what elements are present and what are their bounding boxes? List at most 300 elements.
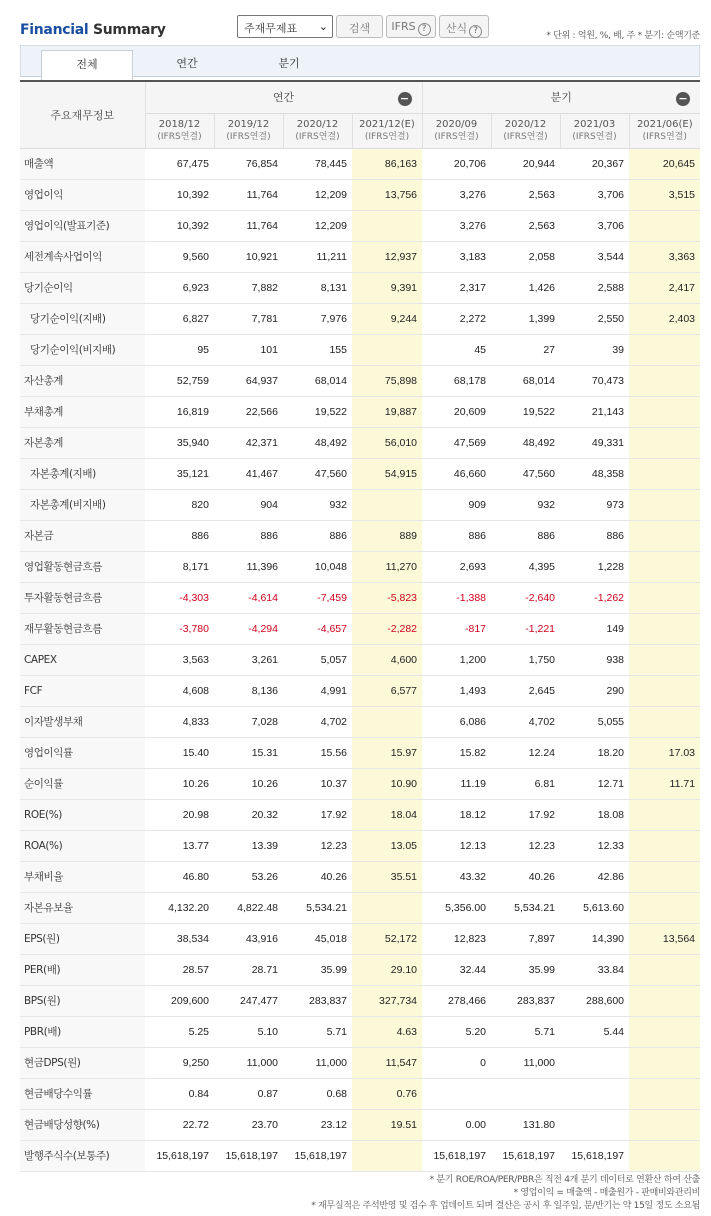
value-cell: 0.68 [283, 1078, 352, 1109]
row-label: 매출액 [20, 148, 145, 179]
value-cell: 20,944 [491, 148, 560, 179]
chevron-down-icon: ⌄ [318, 20, 328, 33]
value-cell: 43.32 [422, 861, 491, 892]
value-cell: 75,898 [352, 365, 422, 396]
row-label: FCF [20, 675, 145, 706]
value-cell: 5,534.21 [283, 892, 352, 923]
row-label: 현금배당성향(%) [20, 1109, 145, 1140]
value-cell: 0 [422, 1047, 491, 1078]
value-cell: 5,356.00 [422, 892, 491, 923]
value-cell [352, 210, 422, 241]
value-cell: 5,613.60 [560, 892, 629, 923]
value-cell: 20,706 [422, 148, 491, 179]
value-cell: 68,014 [491, 365, 560, 396]
value-cell [629, 1016, 700, 1047]
value-cell [629, 799, 700, 830]
value-cell: 15.97 [352, 737, 422, 768]
table-row [20, 582, 700, 613]
row-label: BPS(원) [20, 985, 145, 1016]
value-cell: 19.51 [352, 1109, 422, 1140]
value-cell: 8,136 [214, 675, 283, 706]
value-cell: 1,493 [422, 675, 491, 706]
row-label: 부채비율 [20, 861, 145, 892]
value-cell [629, 1109, 700, 1140]
value-cell: 5.25 [145, 1016, 214, 1047]
value-cell [629, 706, 700, 737]
value-cell: 42.86 [560, 861, 629, 892]
period-label: 2020/12 [296, 118, 339, 130]
footnote: * 재무실적은 주석반영 및 검수 후 업데이트 되며 결산은 공시 후 일주일, 분/반기는 약 15일 정도 소요됨 [311, 1201, 700, 1211]
value-cell [629, 1047, 700, 1078]
value-cell: 11,000 [283, 1047, 352, 1078]
table-row [20, 551, 700, 582]
value-cell: 4,991 [283, 675, 352, 706]
value-cell: 15,618,197 [145, 1140, 214, 1171]
period-basis: (IFRS연결) [434, 131, 479, 142]
value-cell: 12.23 [283, 830, 352, 861]
value-cell: -4,657 [283, 613, 352, 644]
row-label: 자본유보율 [20, 892, 145, 923]
value-cell: 3,706 [560, 210, 629, 241]
value-cell: 12.33 [560, 830, 629, 861]
value-cell: 20,367 [560, 148, 629, 179]
value-cell: 7,897 [491, 923, 560, 954]
row-label: 세전계속사업이익 [20, 241, 145, 272]
value-cell: 15,618,197 [214, 1140, 283, 1171]
value-cell: 52,172 [352, 923, 422, 954]
table-row [20, 954, 700, 985]
value-cell: 11.19 [422, 768, 491, 799]
value-cell: 5.71 [283, 1016, 352, 1047]
row-label: 영업이익(발표기준) [20, 210, 145, 241]
row-label: EPS(원) [20, 923, 145, 954]
table-row [20, 1109, 700, 1140]
value-cell: 35,121 [145, 458, 214, 489]
table-row [20, 489, 700, 520]
value-cell: 4.63 [352, 1016, 422, 1047]
value-cell: 4,702 [283, 706, 352, 737]
value-cell: 12,209 [283, 179, 352, 210]
value-cell: 5.44 [560, 1016, 629, 1047]
value-cell: 28.57 [145, 954, 214, 985]
help-icon: ? [418, 23, 431, 36]
value-cell: 20.32 [214, 799, 283, 830]
row-label: 재무활동현금흐름 [20, 613, 145, 644]
period-basis: (IFRS연결) [503, 131, 548, 142]
table-row [20, 1140, 700, 1171]
value-cell: 932 [491, 489, 560, 520]
value-cell: 0.76 [352, 1078, 422, 1109]
value-cell [629, 210, 700, 241]
period-header [283, 113, 352, 148]
value-cell: 13,756 [352, 179, 422, 210]
ifrs-button[interactable] [386, 15, 436, 38]
value-cell [491, 1078, 560, 1109]
value-cell: 9,560 [145, 241, 214, 272]
value-cell: 27 [491, 334, 560, 365]
footnotes [311, 1174, 700, 1213]
value-cell: 11,211 [283, 241, 352, 272]
period-basis: (IFRS연결) [295, 131, 340, 142]
period-basis: (IFRS연결) [157, 131, 202, 142]
value-cell: 4,395 [491, 551, 560, 582]
financial-table-wrapper [20, 80, 700, 1172]
period-header [629, 113, 700, 148]
value-cell: 10,048 [283, 551, 352, 582]
value-cell: 4,702 [491, 706, 560, 737]
value-cell [352, 489, 422, 520]
value-cell: 0.87 [214, 1078, 283, 1109]
value-cell [560, 1078, 629, 1109]
value-cell: 15,618,197 [560, 1140, 629, 1171]
table-row [20, 1047, 700, 1078]
table-row [20, 985, 700, 1016]
unit-info: * 단위 : 억원, %, 배, 주 * 분기: 순액기준 [546, 31, 700, 41]
value-cell: 20,609 [422, 396, 491, 427]
value-cell [629, 644, 700, 675]
value-cell: 95 [145, 334, 214, 365]
value-cell: 889 [352, 520, 422, 551]
table-row [20, 520, 700, 551]
value-cell: 11,000 [214, 1047, 283, 1078]
collapse-annual-icon[interactable]: − [398, 92, 412, 106]
value-cell: 12.23 [491, 830, 560, 861]
value-cell: 886 [214, 520, 283, 551]
value-cell: 2,403 [629, 303, 700, 334]
value-cell: 886 [491, 520, 560, 551]
value-cell: 40.26 [283, 861, 352, 892]
row-label: 이자발생부채 [20, 706, 145, 737]
title-summary: Summary [92, 22, 166, 38]
value-cell: 10,921 [214, 241, 283, 272]
value-cell [629, 985, 700, 1016]
value-cell: 973 [560, 489, 629, 520]
period-header [560, 113, 629, 148]
value-cell [629, 892, 700, 923]
row-label: 순이익률 [20, 768, 145, 799]
tab-quarterly[interactable]: 분기 [278, 57, 300, 70]
value-cell: 18.20 [560, 737, 629, 768]
footnote: * 영업이익 = 매출액 - 매출원가 - 판매비와관리비 [513, 1188, 700, 1198]
value-cell [629, 489, 700, 520]
value-cell: 283,837 [491, 985, 560, 1016]
value-cell: 11,764 [214, 179, 283, 210]
value-cell: 11,396 [214, 551, 283, 582]
value-cell: 3,544 [560, 241, 629, 272]
value-cell [629, 830, 700, 861]
value-cell: 283,837 [283, 985, 352, 1016]
table-row [20, 644, 700, 675]
value-cell: 1,750 [491, 644, 560, 675]
value-cell: 16,819 [145, 396, 214, 427]
value-cell: 3,183 [422, 241, 491, 272]
value-cell: 14,390 [560, 923, 629, 954]
value-cell: 38,534 [145, 923, 214, 954]
value-cell: 64,937 [214, 365, 283, 396]
value-cell: 11,000 [491, 1047, 560, 1078]
row-label: 투자활동현금흐름 [20, 582, 145, 613]
value-cell: 48,492 [491, 427, 560, 458]
corner-header: 주요재무정보 [20, 82, 145, 148]
period-label: 2021/03 [573, 118, 616, 130]
value-cell: -1,221 [491, 613, 560, 644]
value-cell: 247,477 [214, 985, 283, 1016]
value-cell: 41,467 [214, 458, 283, 489]
value-cell: -3,780 [145, 613, 214, 644]
period-label: 2020/09 [435, 118, 478, 130]
value-cell: 11,764 [214, 210, 283, 241]
value-cell: 70,473 [560, 365, 629, 396]
table-row [20, 1016, 700, 1047]
table-row [20, 675, 700, 706]
value-cell: 13,564 [629, 923, 700, 954]
table-row [20, 799, 700, 830]
value-cell: 53.26 [214, 861, 283, 892]
value-cell: 35.99 [491, 954, 560, 985]
row-label: 영업이익 [20, 179, 145, 210]
row-label: PBR(배) [20, 1016, 145, 1047]
table-row [20, 334, 700, 365]
value-cell [560, 1109, 629, 1140]
row-label: 자본총계(지배) [20, 458, 145, 489]
value-cell: 68,014 [283, 365, 352, 396]
value-cell [629, 613, 700, 644]
value-cell [629, 675, 700, 706]
value-cell: 932 [283, 489, 352, 520]
table-row [20, 737, 700, 768]
value-cell: 7,976 [283, 303, 352, 334]
value-cell: 23.70 [214, 1109, 283, 1140]
value-cell: 886 [283, 520, 352, 551]
value-cell: 68,178 [422, 365, 491, 396]
value-cell [629, 427, 700, 458]
value-cell: 19,522 [283, 396, 352, 427]
value-cell [629, 365, 700, 396]
value-cell: 21,143 [560, 396, 629, 427]
table-row [20, 706, 700, 737]
value-cell: 22,566 [214, 396, 283, 427]
value-cell: 3,261 [214, 644, 283, 675]
value-cell: 13.39 [214, 830, 283, 861]
value-cell [629, 861, 700, 892]
value-cell: 2,417 [629, 272, 700, 303]
value-cell [560, 1047, 629, 1078]
value-cell [629, 334, 700, 365]
value-cell [422, 1078, 491, 1109]
annual-group-label: 연간 [272, 91, 295, 105]
value-cell: -2,282 [352, 613, 422, 644]
value-cell: 904 [214, 489, 283, 520]
value-cell: 78,445 [283, 148, 352, 179]
value-cell: 6,923 [145, 272, 214, 303]
value-cell: 47,560 [491, 458, 560, 489]
value-cell: -4,303 [145, 582, 214, 613]
value-cell: 5,055 [560, 706, 629, 737]
value-cell: 19,522 [491, 396, 560, 427]
value-cell: 820 [145, 489, 214, 520]
value-cell: 35.99 [283, 954, 352, 985]
value-cell: 17.92 [491, 799, 560, 830]
value-cell: 2,317 [422, 272, 491, 303]
value-cell: 17.03 [629, 737, 700, 768]
table-row [20, 148, 700, 179]
value-cell: 35.51 [352, 861, 422, 892]
value-cell: 12.13 [422, 830, 491, 861]
value-cell: 2,693 [422, 551, 491, 582]
value-cell [352, 892, 422, 923]
value-cell: 8,171 [145, 551, 214, 582]
value-cell: 886 [422, 520, 491, 551]
value-cell: 19,887 [352, 396, 422, 427]
period-label: 2018/12 [158, 118, 201, 130]
value-cell [629, 551, 700, 582]
financial-table [20, 82, 700, 1172]
value-cell: 13.05 [352, 830, 422, 861]
value-cell: 5,534.21 [491, 892, 560, 923]
value-cell: 7,781 [214, 303, 283, 334]
page-title [20, 22, 166, 38]
row-label: ROE(%) [20, 799, 145, 830]
value-cell: -5,823 [352, 582, 422, 613]
value-cell: 18.04 [352, 799, 422, 830]
value-cell: 5.20 [422, 1016, 491, 1047]
value-cell: 6,577 [352, 675, 422, 706]
value-cell: 20,645 [629, 148, 700, 179]
value-cell: 32.44 [422, 954, 491, 985]
period-header [422, 113, 491, 148]
value-cell: 327,734 [352, 985, 422, 1016]
value-cell [629, 458, 700, 489]
row-label: 당기순이익 [20, 272, 145, 303]
value-cell: 22.72 [145, 1109, 214, 1140]
value-cell: 3,276 [422, 210, 491, 241]
row-label: 부채총계 [20, 396, 145, 427]
row-label: CAPEX [20, 644, 145, 675]
statement-type-value: 주재무제표 [244, 22, 298, 35]
quarter-group-label: 분기 [550, 91, 572, 105]
value-cell: 46,660 [422, 458, 491, 489]
value-cell: 290 [560, 675, 629, 706]
value-cell: 3,515 [629, 179, 700, 210]
value-cell [629, 396, 700, 427]
value-cell: 45 [422, 334, 491, 365]
row-label: ROA(%) [20, 830, 145, 861]
period-basis: (IFRS연결) [226, 131, 271, 142]
value-cell: 6,827 [145, 303, 214, 334]
value-cell: 6,086 [422, 706, 491, 737]
help-icon: ? [469, 25, 482, 38]
value-cell [352, 1140, 422, 1171]
value-cell: 20.98 [145, 799, 214, 830]
value-cell: 11,547 [352, 1047, 422, 1078]
value-cell: 6.81 [491, 768, 560, 799]
value-cell: 1,399 [491, 303, 560, 334]
value-cell: 131.80 [491, 1109, 560, 1140]
value-cell: 9,250 [145, 1047, 214, 1078]
row-label: 당기순이익(비지배) [20, 334, 145, 365]
value-cell: 18.12 [422, 799, 491, 830]
row-label: PER(배) [20, 954, 145, 985]
value-cell: 17.92 [283, 799, 352, 830]
annual-group-header [145, 82, 422, 113]
value-cell: 40.26 [491, 861, 560, 892]
value-cell: 15.56 [283, 737, 352, 768]
row-label: 당기순이익(지배) [20, 303, 145, 334]
value-cell: 86,163 [352, 148, 422, 179]
table-row [20, 303, 700, 334]
value-cell: 46.80 [145, 861, 214, 892]
value-cell: 11,270 [352, 551, 422, 582]
period-label: 2021/12(E) [359, 118, 415, 130]
row-label: 자본총계 [20, 427, 145, 458]
value-cell: 288,600 [560, 985, 629, 1016]
table-row [20, 923, 700, 954]
value-cell: 9,391 [352, 272, 422, 303]
value-cell: 2,645 [491, 675, 560, 706]
period-basis: (IFRS연결) [364, 131, 410, 142]
table-row [20, 210, 700, 241]
value-cell: 886 [145, 520, 214, 551]
value-cell: 5,057 [283, 644, 352, 675]
value-cell: 8,131 [283, 272, 352, 303]
period-label: 2020/12 [504, 118, 547, 130]
row-label: 자본총계(비지배) [20, 489, 145, 520]
formula-label: 산식 [445, 22, 468, 35]
value-cell: 4,833 [145, 706, 214, 737]
row-label: 발행주식수(보통주) [20, 1140, 145, 1171]
row-label: 현금DPS(원) [20, 1047, 145, 1078]
toolbar [20, 14, 700, 44]
value-cell: 15.82 [422, 737, 491, 768]
tab-all[interactable]: 전체 [41, 50, 133, 82]
table-row [20, 861, 700, 892]
value-cell: 5.10 [214, 1016, 283, 1047]
value-cell: 7,028 [214, 706, 283, 737]
value-cell: 209,600 [145, 985, 214, 1016]
title-financial: Financial [20, 22, 89, 38]
value-cell: 12.71 [560, 768, 629, 799]
value-cell: 4,132.20 [145, 892, 214, 923]
value-cell: 0.00 [422, 1109, 491, 1140]
formula-button[interactable] [439, 15, 489, 38]
value-cell: 42,371 [214, 427, 283, 458]
value-cell: 15.40 [145, 737, 214, 768]
value-cell [629, 520, 700, 551]
period-header [491, 113, 560, 148]
value-cell: 10.26 [214, 768, 283, 799]
value-cell: 29.10 [352, 954, 422, 985]
value-cell: 76,854 [214, 148, 283, 179]
search-button[interactable]: 검색 [336, 15, 383, 38]
period-tabs [20, 45, 700, 77]
value-cell: 10,392 [145, 210, 214, 241]
value-cell: 28.71 [214, 954, 283, 985]
row-label: 영업이익률 [20, 737, 145, 768]
value-cell: 11.71 [629, 768, 700, 799]
value-cell [352, 334, 422, 365]
value-cell: 10.37 [283, 768, 352, 799]
value-cell: 3,276 [422, 179, 491, 210]
value-cell: 35,940 [145, 427, 214, 458]
tab-annual[interactable]: 연간 [176, 57, 198, 70]
value-cell [352, 706, 422, 737]
value-cell: -1,262 [560, 582, 629, 613]
collapse-quarter-icon[interactable]: − [676, 92, 690, 106]
value-cell: -1,388 [422, 582, 491, 613]
value-cell: -2,640 [491, 582, 560, 613]
statement-type-select[interactable] [237, 15, 333, 38]
value-cell: 47,569 [422, 427, 491, 458]
